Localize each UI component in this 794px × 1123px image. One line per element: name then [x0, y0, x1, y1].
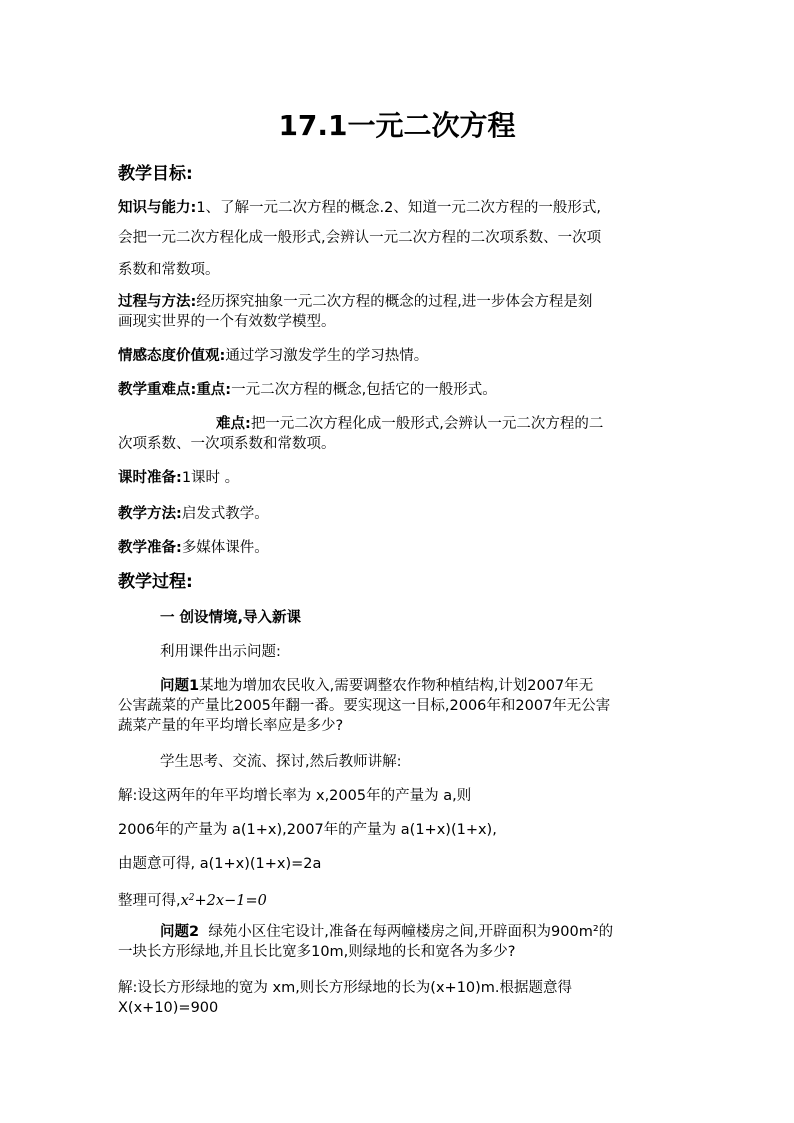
problem-2-text-1: 绿苑小区住宅设计,准备在每两幢楼房之间,开辟面积为900m²的: [208, 924, 614, 940]
problem-1-line-1: [160, 676, 593, 696]
method-label: 教学方法:: [118, 506, 182, 522]
knowledge-text-1: 1、了解一元二次方程的概念.2、知道一元二次方程的一般形式,: [196, 200, 601, 216]
emotion-text: 通过学习激发学生的学习热情。: [225, 348, 429, 364]
solution-2-line-1: 解:设长方形绿地的宽为 xm,则长方形绿地的长为(x+10)m.根据题意得: [118, 980, 573, 996]
intro-text: 利用课件出示问题:: [160, 644, 281, 660]
method-text: 启发式教学。: [181, 506, 269, 522]
emotion-line: [118, 346, 428, 366]
step-1-heading: 一 创设情境,导入新课: [160, 610, 302, 626]
knowledge-label: 知识与能力:: [118, 200, 197, 216]
page-title: 17.1一元二次方程: [278, 109, 516, 142]
process-text-1: 经历探究抽象一元二次方程的概念的过程,进一步体会方程是刻: [196, 294, 593, 310]
process-line-1: [118, 292, 592, 312]
key-points-label: 教学重难点:: [118, 382, 197, 398]
emotion-label: 情感态度价值观:: [118, 348, 226, 364]
method-line: [118, 504, 269, 524]
class-hours-text: 1课时 。: [181, 470, 240, 486]
problem-2-label: 问题2: [160, 924, 200, 940]
solution-1-line-4-label: 整理可得,: [118, 893, 181, 909]
solution-1-line-1: 解:设这两年的年平均增长率为 x,2005年的产量为 a,则: [118, 788, 472, 804]
key-points-line: [118, 380, 497, 400]
discussion-text: 学生思考、交流、探讨,然后教师讲解:: [160, 754, 402, 770]
process-heading: 教学过程:: [118, 572, 193, 592]
preparation-line: [118, 538, 269, 558]
knowledge-text-3: 系数和常数项。: [118, 262, 220, 278]
solution-1-line-4: [118, 888, 267, 911]
preparation-text: 多媒体课件。: [181, 540, 269, 556]
solution-1-line-3: 由题意可得, a(1+x)(1+x)=2a: [118, 856, 322, 872]
problem-2-line-1: [160, 922, 613, 942]
problem-2-text-2: 一块长方形绿地,并且长比宽多10m,则绿地的长和宽各为多少?: [118, 944, 516, 960]
problem-1-label: 问题1: [160, 678, 200, 694]
difficult-label: 难点:: [216, 416, 251, 432]
key-text: 一元二次方程的概念,包括它的一般形式。: [231, 382, 497, 398]
process-label: 过程与方法:: [118, 294, 197, 310]
equation-variable: x: [180, 893, 189, 909]
key-label: 重点:: [196, 382, 232, 398]
problem-1-text-1: 某地为增加农民收入,需要调整农作物种植结构,计划2007年无: [199, 678, 594, 694]
equation-rest: +2x−1=0: [194, 893, 267, 909]
problem-1-text-2: 公害蔬菜的产量比2005年翻一番。要实现这一目标,2006年和2007年无公害: [118, 698, 611, 714]
difficult-text-1: 把一元二次方程化成一般形式,会辨认一元二次方程的二: [250, 416, 604, 432]
class-hours-line: [118, 468, 239, 488]
equation-exponent: 2: [188, 893, 195, 903]
preparation-label: 教学准备:: [118, 540, 182, 556]
knowledge-text-2: 会把一元二次方程化成一般形式,会辨认一元二次方程的二次项系数、一次项: [118, 230, 602, 246]
class-hours-label: 课时准备:: [118, 470, 182, 486]
process-text-2: 画现实世界的一个有效数学模型。: [118, 314, 336, 330]
objectives-heading: 教学目标:: [118, 164, 193, 184]
solution-2-line-2: X(x+10)=900: [118, 1000, 219, 1016]
knowledge-line-1: [118, 198, 601, 218]
difficult-line-1: [216, 414, 603, 434]
solution-1-line-2: 2006年的产量为 a(1+x),2007年的产量为 a(1+x)(1+x),: [118, 822, 497, 838]
difficult-text-2: 次项系数、一次项系数和常数项。: [118, 436, 336, 452]
quadratic-equation: [181, 893, 267, 909]
problem-1-text-3: 蔬菜产量的年平均增长率应是多少?: [118, 718, 344, 734]
